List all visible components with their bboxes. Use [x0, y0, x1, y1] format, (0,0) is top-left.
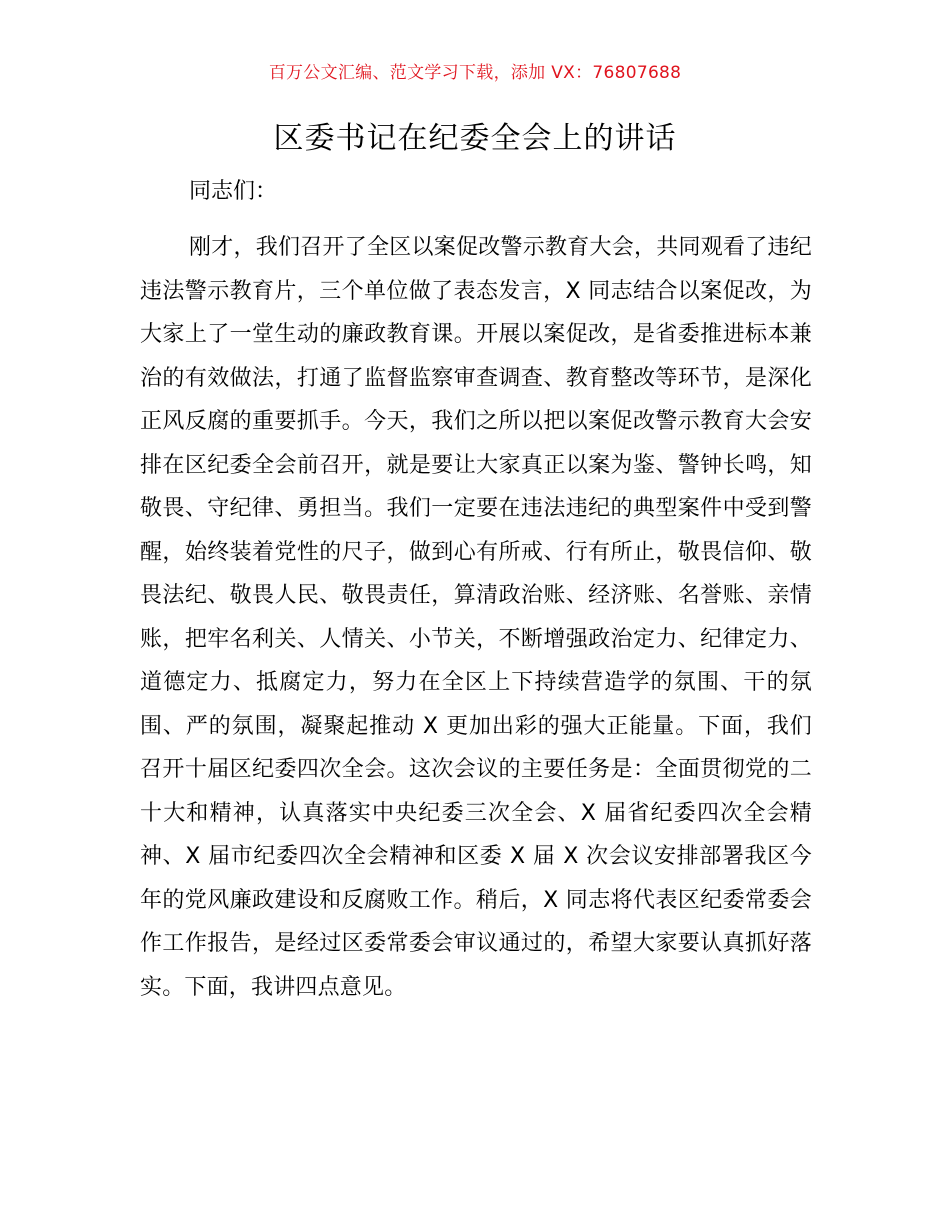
- greeting: 同志们：: [189, 179, 278, 204]
- header-watermark-note: 百万公文汇编、范文学习下载，添加 VX：76807688: [268, 63, 682, 83]
- body-paragraph: 刚才，我们召开了全区以案促改警示教育大会，共同观看了违纪违法警示教育片，三个单位做了表态发言，X 同志结合以案促改，为大家上了一堂生动的廉政教育课。开展以案促改，是省委推进标本兼治的有效做法，打通了监督监察审查调查、教育整改等环节，是深化正风反腐的重要抓手。今天，我们之所以把以案促改警示教育大会安排在区纪委全会前召开，就是要让大家真正以案为鉴、警钟长鸣，知敬畏、守纪律、勇担当。我们一定要在违法违纪的典型案件中受到警醒，始终装着党性的尺子，做到心有所戒、行有所止，敬畏信仰、敬畏法纪、敬畏人民、敬畏责任，算清政治账、经济账、名誉账、亲情账，把牢名利关、人情关、小节关，不断增强政治定力、纪律定力、道德定力、抵腐定力，努力在全区上下持续营造学的氛围、干的氛围、严的氛围，凝聚起推动 X 更加出彩的强大正能量。下面，我们召开十届区纪委四次全会。这次会议的主要任务是：全面贯彻党的二十大和精神，认真落实中央纪委三次全会、X 届省纪委四次全会精神、X 届市纪委四次全会精神和区委 X 届 X 次会议安排部署我区今年的党风廉政建设和反腐败工作。稍后，X 同志将代表区纪委常委会作工作报告，是经过区委常委会审议通过的，希望大家要认真抓好落实。下面，我讲四点意见。: [140, 235, 812, 1000]
- document-title: 区委书记在纪委全会上的讲话: [273, 121, 677, 156]
